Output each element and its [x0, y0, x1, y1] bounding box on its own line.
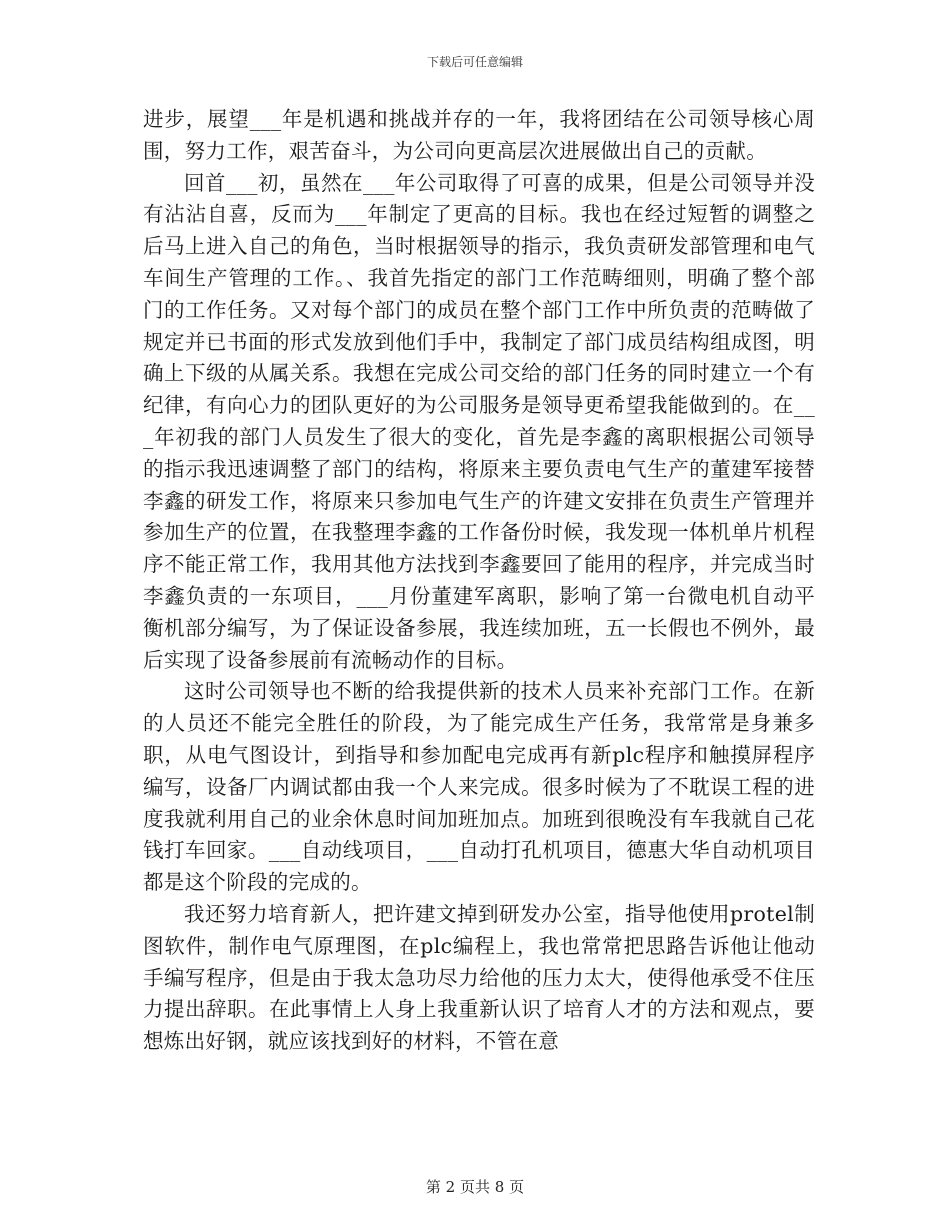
paragraph-1: 进步，展望___年是机遇和挑战并存的一年，我将团结在公司领导核心周围，努力工作，艰苦奋斗，为公司向更高层次进展做出自己的贡献。: [143, 107, 815, 163]
paragraph-4: 我还努力培育新人，把许建文掉到研发办公室，指导他使用protel制图软件，制作电气原理图，在plc编程上，我也常常把思路告诉他让他动手编写程序，但是由于我太急功尽力给他的压力太大，使得他承受不住压力提出辞职。在此事情上人身上我重新认识了培育人才的方法和观点，要想炼出好钢，就应该找到好的材料，不管在意: [143, 901, 815, 1054]
page-number: 第 2 页共 8 页: [425, 1178, 525, 1196]
page-header: 下载后可任意编辑: [426, 55, 523, 69]
paragraph-2: 回首___初，虽然在___年公司取得了可喜的成果，但是公司领导并没有沾沾自喜，反而为___年制定了更高的目标。我也在经过短暂的调整之后马上进入自己的角色，当时根据领导的指示，我负责研发部管理和电气车间生产管理的工作。、我首先指定的部门工作范畴细则，明确了整个部门的工作任务。又对每个部门的成员在整个部门工作中所负责的范畴做了规定并已书面的形式发放到他们手中，我制定了部门成员结构组成图，明确上下级的从属关系。我想在完成公司交给的部门任务的同时建立一个有纪律，有向心力的团队更好的为公司服务是领导更希望我能做到的。在___年初我的部门人员发生了很大的变化，首先是李鑫的离职根据公司领导的指示我迅速调整了部门的结构，将原来主要负责电气生产的董建军接替李鑫的研发工作，将原来只参加电气生产的许建文安排在负责生产管理并参加生产的位置，在我整理李鑫的工作备份时候，我发现一体机单片机程序不能正常工作，我用其他方法找到李鑫要回了能用的程序，并完成当时李鑫负责的一东项目，___月份董建军离职，影响了第一台微电机自动平衡机部分编写，为了保证设备参展，我连续加班，五一长假也不例外，最后实现了设备参展前有流畅动作的目标。: [143, 170, 815, 672]
paragraph-3: 这时公司领导也不断的给我提供新的技术人员来补充部门工作。在新的人员还不能完全胜任的阶段，为了能完成生产任务，我常常是身兼多职，从电气图设计，到指导和参加配电完成再有新plc程序和触摸屏程序编写，设备厂内调试都由我一个人来完成。很多时候为了不耽误工程的进度我就利用自己的业余休息时间加班加点。加班到很晚没有车我就自己花钱打车回家。___自动线项目，___自动打孔机项目，德惠大华自动机项目都是这个阶段的完成的。: [143, 679, 815, 895]
document-body: [143, 104, 815, 1058]
